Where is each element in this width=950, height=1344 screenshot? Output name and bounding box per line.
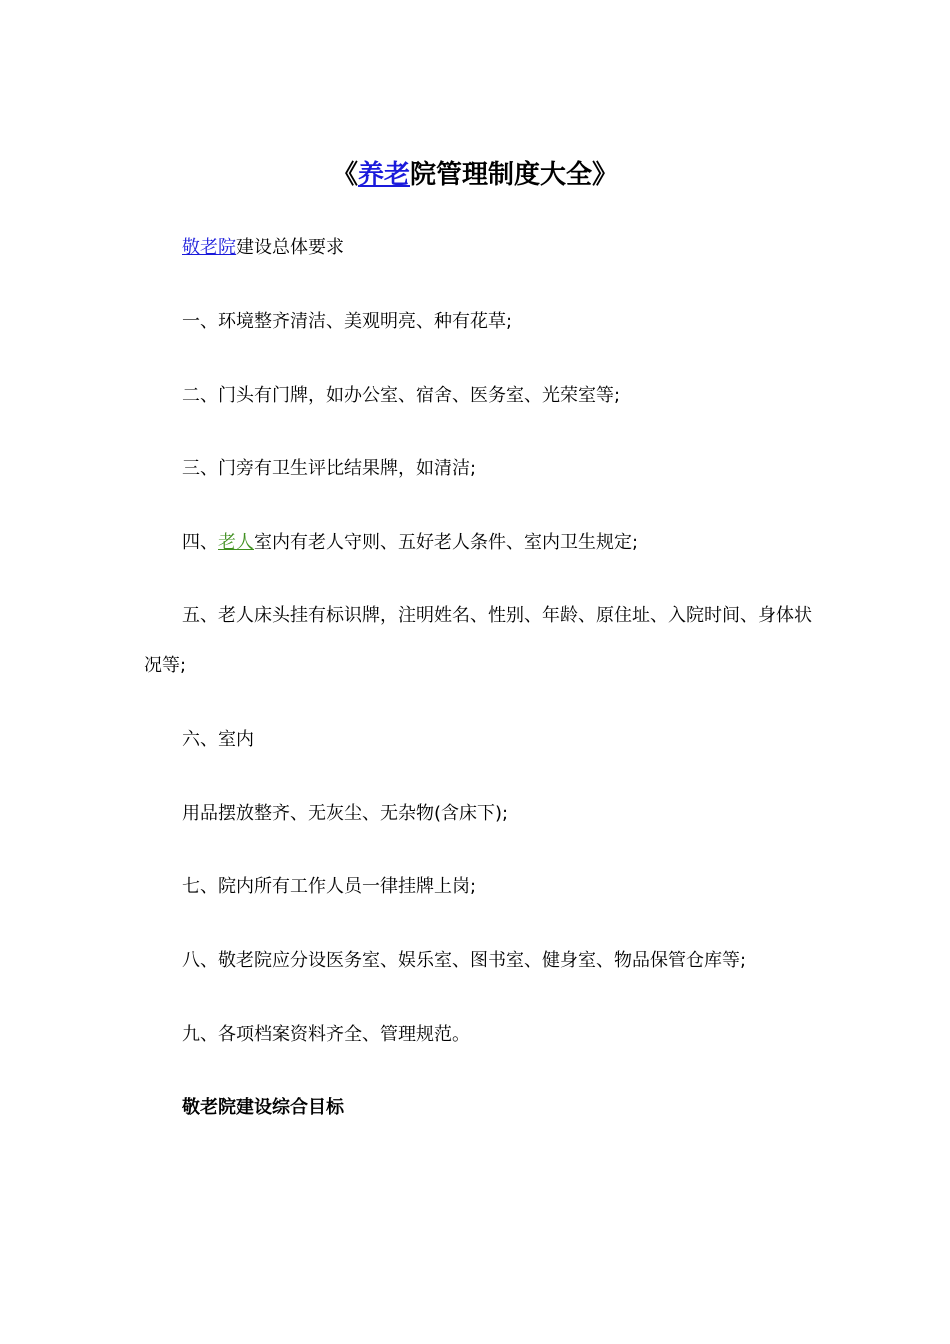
list-item: 二、门头有门牌，如办公室、宿舍、医务室、光荣室等; xyxy=(182,385,621,406)
document-title xyxy=(0,155,950,195)
list-item: 一、环境整齐清洁、美观明亮、种有花草; xyxy=(182,311,513,332)
title-open-bracket: 《 xyxy=(331,160,358,190)
list-item: 五、老人床头挂有标识牌，注明姓名、性别、年龄、原住址、入院时间、身体状况等; xyxy=(144,605,812,676)
title-text: 院管理制度大全 xyxy=(410,160,593,190)
title-link-yanglao[interactable]: 养老 xyxy=(357,160,410,190)
list-item: 七、院内所有工作人员一律挂牌上岗; xyxy=(182,876,477,897)
list-item: 用品摆放整齐、无灰尘、无杂物(含床下); xyxy=(182,803,509,824)
list-item: 六、室内 xyxy=(182,729,254,750)
list-item: 九、各项档案资料齐全、管理规范。 xyxy=(182,1024,470,1045)
title-close-bracket: 》 xyxy=(592,160,619,190)
list-item: 八、敬老院应分设医务室、娱乐室、图书室、健身室、物品保管仓库等; xyxy=(182,950,747,971)
list-item xyxy=(182,529,638,557)
list-item-prefix: 四、 xyxy=(182,532,218,553)
list-item-text: 室内有老人守则、五好老人条件、室内卫生规定; xyxy=(254,532,639,553)
section-heading-comprehensive-goals: 敬老院建设综合目标 xyxy=(182,1097,344,1118)
link-laoren[interactable]: 老人 xyxy=(218,532,254,553)
list-item: 三、门旁有卫生评比结果牌，如清洁; xyxy=(182,458,477,479)
section-heading-general-requirements xyxy=(182,234,344,262)
link-jinglaoyuan[interactable]: 敬老院 xyxy=(182,237,236,258)
section-heading-text: 建设总体要求 xyxy=(236,237,344,258)
